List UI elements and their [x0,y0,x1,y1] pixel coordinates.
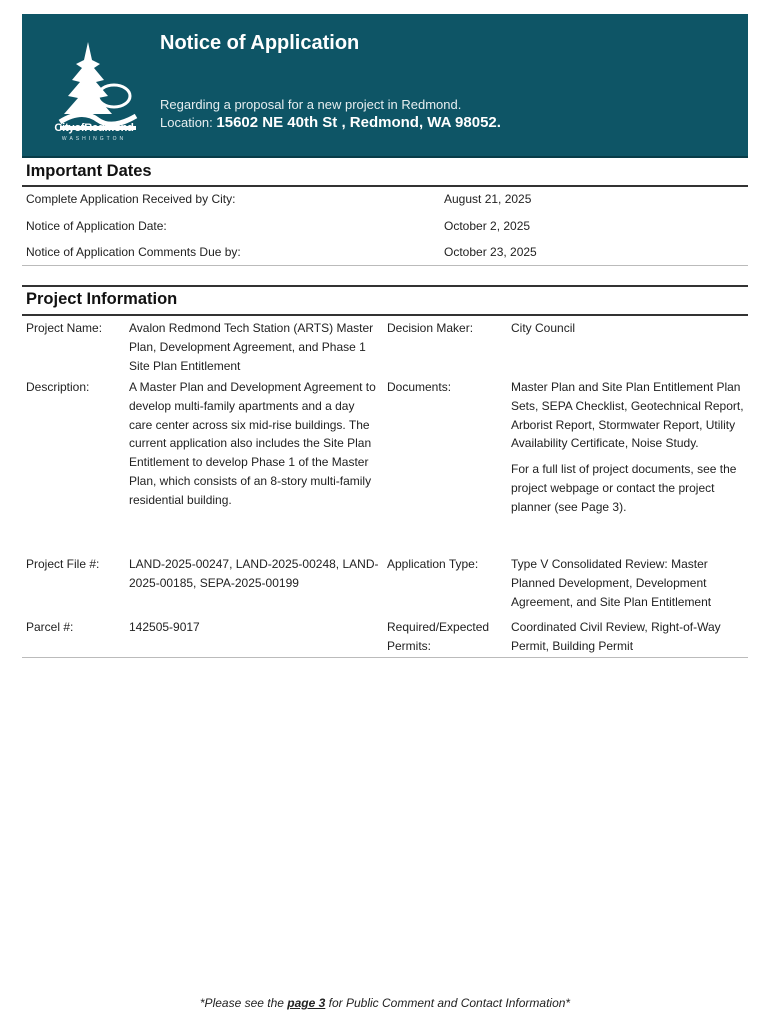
page-title: Notice of Application [160,32,360,54]
documents-value: Master Plan and Site Plan Entitlement Plan Sets, SEPA Checklist, Geotechnical Report, Arborist Report, Stormwater Report, Utility Availability Certificate, Noise Study. [511,380,744,451]
description-value: A Master Plan and Development Agreement to develop multi-family apartments and a day care center across six mid-rise buildings. The current application also includes the Site Plan Entitlement to develop Phase 1 of the Master Plan, which consists of an 8-story multi-family residential building. [129,380,376,507]
proposal-description: Regarding a proposal for a new project in Redmond. [160,97,462,112]
project-name-value: Avalon Redmond Tech Station (ARTS) Master Plan, Development Agreement, and Phase 1 Site Plan Entitlement [129,321,374,373]
important-dates-heading: Important Dates [26,162,152,180]
location-address: 15602 NE 40th St , Redmond, WA 98052. [216,114,501,131]
decision-maker-value: City Council [511,321,576,335]
footer-note [0,996,770,1010]
location-label: Location: [160,115,213,130]
decision-maker-label: Decision Maker: [387,321,474,335]
divider [22,185,748,187]
documents-block [511,378,745,517]
application-type-label: Application Type: [387,557,479,571]
date-label: Complete Application Received by City: [26,192,236,206]
project-file-label: Project File #: [26,557,100,571]
footer-suffix: for Public Comment and Contact Information* [328,996,571,1010]
project-name-label: Project Name: [26,321,103,335]
parcel-label: Parcel #: [26,620,74,634]
date-value: October 23, 2025 [444,245,537,259]
date-label: Notice of Application Comments Due by: [26,245,241,259]
logo-subtitle: WASHINGTON [61,136,127,142]
divider [22,285,748,287]
location-line [160,114,501,131]
permits-value: Coordinated Civil Review, Right-of-Way Permit, Building Permit [511,620,721,653]
documents-label: Documents: [387,380,452,394]
application-type-value: Type V Consolidated Review: Master Planned Development, Development Agreement, and Site Plan Entitlement [511,557,712,609]
documents-note: For a full list of project documents, see the project webpage or contact the project planner (see Page 3). [511,462,737,514]
divider [22,265,748,266]
date-label: Notice of Application Date: [26,219,167,233]
date-value: October 2, 2025 [444,219,531,233]
divider [22,314,748,316]
date-value: August 21, 2025 [444,192,532,206]
description-label: Description: [26,380,90,394]
parcel-value: 142505-9017 [129,620,200,634]
divider [22,657,748,658]
permits-label: Required/Expected Permits: [387,620,490,653]
project-information-heading: Project Information [26,290,178,308]
project-file-value: LAND-2025-00247, LAND-2025-00248, LAND-2025-00185, SEPA-2025-00199 [129,557,379,590]
footer-prefix: *Please see the [199,996,284,1010]
header-banner [22,14,748,158]
page-3-link[interactable]: page 3 [287,996,326,1010]
logo-wordmark: CityofRedmond [54,122,134,134]
